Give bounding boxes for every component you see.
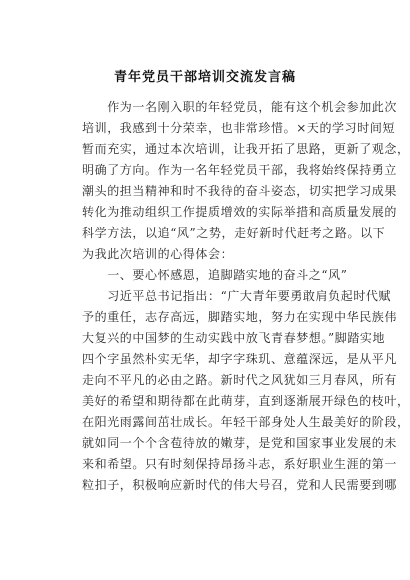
body-line: 在阳光雨露间茁壮成长。年轻干部身处人生最美好的阶段，	[82, 415, 410, 429]
body-line: 转化为推动组织工作提质增效的实际举措和高质量发展的	[82, 205, 398, 219]
body-line: 大复兴的中国梦的生动实践中放飞青春梦想。”脚踏实地	[82, 331, 386, 345]
body-line: 四个字虽然朴实无华，却字字珠玑、意蕴深远，是从平凡	[82, 352, 398, 366]
body-line: 美好的希望和期待都在此萌芽，直到逐渐展开绿色的枝叶，	[82, 394, 410, 408]
body-line: 来和希望。只有时刻保持昂扬斗志，系好职业生涯的第一	[82, 457, 398, 471]
document-title: 青年党员干部培训交流发言稿	[113, 70, 296, 85]
document-body	[82, 97, 410, 496]
body-line: 习近平总书记指出：“广大青年要勇敢肩负起时代赋	[82, 289, 392, 303]
body-line: 潮头的担当精神和时不我待的奋斗姿态，切实把学习成果	[82, 184, 398, 198]
body-line: 走向不平凡的必由之路。新时代之风犹如三月春风，所有	[82, 373, 398, 387]
body-line: 作为一名刚入职的年轻党员，能有这个机会参加此次	[82, 100, 398, 114]
body-line: 明确了方向。作为一名年轻党员干部，我将始终保持勇立	[82, 163, 398, 177]
body-line: 粒扣子，积极响应新时代的伟大号召，党和人民需要到哪	[82, 478, 398, 492]
body-line: 科学方法，以追“风”之势，走好新时代赶考之路。以下	[82, 226, 386, 240]
body-line: 就如同一个个含苞待放的嫩芽，是党和国家事业发展的未	[82, 436, 398, 450]
body-line: 为我此次培训的心得体会：	[82, 247, 234, 261]
section-heading: 一、要心怀感恩，追脚踏实地的奋斗之“风”	[82, 268, 348, 282]
body-line: 培训，我感到十分荣幸，也非常珍惜。×天的学习时间短	[82, 121, 396, 135]
body-line: 暂而充实，通过本次培训，让我开拓了思路，更新了观念，	[82, 142, 410, 156]
body-line: 予的重任，志存高远，脚踏实地，努力在实现中华民族伟	[82, 310, 398, 324]
